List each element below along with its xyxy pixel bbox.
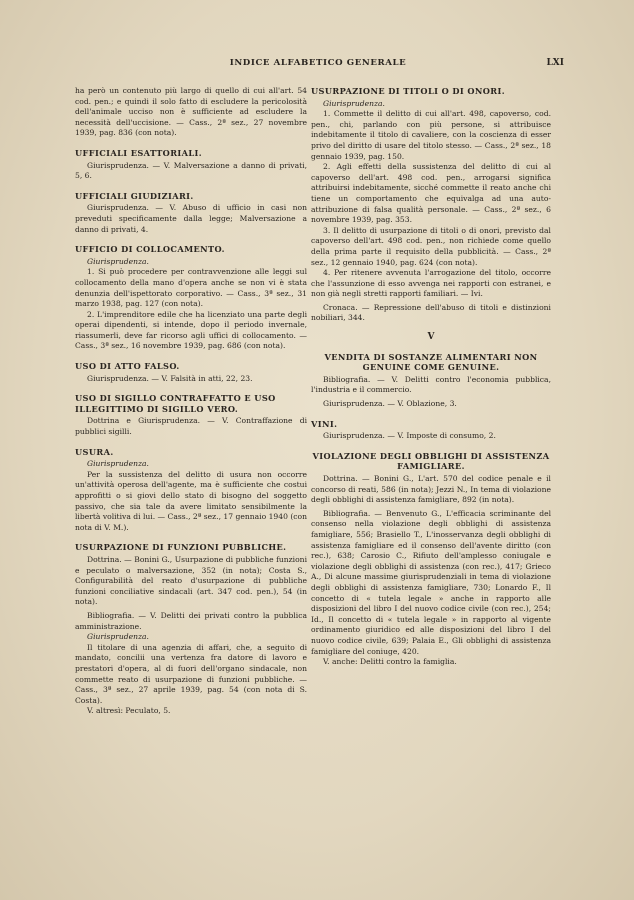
entry-heading: USURPAZIONE DI FUNZIONI PUBBLICHE. <box>75 542 287 553</box>
paragraph: 3. Il delitto di usurpazione di titoli o di onori, previsto dal capoverso dell'art. 498 cod. pen., non richiede come quello della prima parte il requisito della pubblicità. — Cass., 2ª sez., 12 gennaio 1940, pag. 624 (con nota). <box>311 225 551 267</box>
paragraph: 4. Per ritenere avvenuta l'arrogazione del titolo, occorre che l'assunzione di esso avvenga nei rapporti con estranei, e non già negli stretti rapporti familiari. — Ivi. <box>311 268 551 299</box>
header-title: INDICE ALFABETICO GENERALE <box>229 58 407 68</box>
paragraph: 2. L'imprenditore edile che ha licenziato una parte degli operai dipendenti, si intende, dopo il periodo invernale, riassumerli, deve far ricorso agli uffici di collocamento. — Cass., 3ª sez., 16 novembre 1939, pag. 686 (con nota). <box>75 309 307 351</box>
cross-reference: Dottrina e Giurisprudenza. — V. Contraffazione di pubblici sigilli. <box>75 416 307 437</box>
paragraph: Bibliografia. — V. Delitti dei privati contro la pubblica amministrazione. <box>75 610 307 631</box>
cross-reference: Giurisprudenza. — V. Oblazione, 3. <box>323 399 457 409</box>
paragraph: Dottrina. — Bonini G., L'art. 570 del codice penale e il concorso di reati, 586 (in nota); Jezzi N., In tema di violazione degli obblighi di assistenza famigliare, 892 (in nota). <box>311 474 551 505</box>
paragraph: ha però un contenuto più largo di quello di cui all'art. 54 cod. pen.; e quindi il solo fatto di escludere la pericolosità dell'animale ucciso non è sufficiente ad escludere la necessità dell'uccisione. — Cass., 2ª sez., 27 novembre 1939, pag. 836 (con nota). <box>75 86 307 138</box>
entry-heading: UFFICIALI ESATTORIALI. <box>75 147 203 158</box>
entry-heading: UFFICIALI GIUDIZIARI. <box>75 190 194 201</box>
paragraph: 1. Commette il delitto di cui all'art. 498, capoverso, cod. pen., chi, parlando con più persone, si attribuisce indebitamente il titolo di cavaliere, con la coscienza di esser privo del diritto di usare del titolo stesso. — Cass., 2ª sez., 18 gennaio 1939, pag. 150. <box>311 109 551 161</box>
page-number: LXI <box>546 58 564 68</box>
cross-reference: V. anche: Delitti contro la famiglia. <box>323 657 457 667</box>
entry-heading: USURPAZIONE DI TITOLI O DI ONORI. <box>311 86 505 96</box>
running-header <box>72 58 564 72</box>
entry-heading: USURA. <box>75 446 114 457</box>
left-column <box>75 86 307 717</box>
cross-reference: Bibliografia. — V. Delitti contro l'economia pubblica, l'industria e il commercio. <box>311 374 551 395</box>
cross-reference: Giurisprudenza. — V. Malversazione a danno di privati, 5, 6. <box>75 160 307 181</box>
entry-heading: USO DI ATTO FALSO. <box>75 361 180 372</box>
entry-heading: USO DI SIGILLO CONTRAFFATTO E USO ILLEGITTIMO DI SIGILLO VERO. <box>75 393 276 414</box>
entry-heading: VINI. <box>311 418 338 429</box>
right-column <box>311 86 551 668</box>
paragraph: Bibliografia. — Benvenuto G., L'efficacia scriminante del consenso nella violazione degli obblighi di assistenza famigliare, 556; Brasiello T., L'inosservanza degli obblighi di assistenza famigliare ed il consenso dell'avente diritto (con rec.), 638; Carosio C., Rifiuto dell'amplesso coniugale e violazione degli obblighi di assistenza (con rec.), 417; Grieco A., Di alcune massime giurisprudenziali in tema di violazione degli obblighi di assistenza famigliare, 730; Lonardo F., Il concetto di « tutela legale » anche in rapporto alle disposizioni del libro I del nuovo codice civile (con rec.), 254; Id., Il concetto di « tutela legale » in rapporto al vigente ordinamento giuridico ed alle disposizioni del libro I del nuovo codice civile, 639; Palaia E., Gli obblighi di assistenza famigliare del coniuge, 420. <box>311 508 551 656</box>
subheading: Giurisprudenza. <box>87 459 149 469</box>
paragraph: Il titolare di una agenzia di affari, che, a seguito di mandato, concilii una vertenza fra datore di lavoro e prestatori d'opera, al di fuori dell'organo sindacale, non commette reato di usurpazione di funzioni pubbliche. — Cass., 3ª sez., 27 aprile 1939, pag. 54 (con nota di S. Costa). <box>75 642 307 705</box>
subheading: Giurisprudenza. <box>87 256 149 266</box>
entry-heading: VENDITA DI SOSTANZE ALIMENTARI NON GENUINE COME GENUINE. <box>324 351 538 373</box>
entry-heading: UFFICIO DI COLLOCAMENTO. <box>75 244 225 255</box>
entry-heading: VIOLAZIONE DEGLI OBBLIGHI DI ASSISTENZA FAMIGLIARE. <box>312 450 550 472</box>
cross-reference: Giurisprudenza. — V. Imposte di consumo, 2. <box>323 431 496 441</box>
subheading: Giurisprudenza. <box>87 632 149 642</box>
section-letter: V <box>427 332 435 343</box>
cross-reference: Giurisprudenza. — V. Abuso di ufficio in casi non preveduti specificamente dalla legge; Malversazione a danno di privati, 4. <box>75 203 307 234</box>
paragraph: 2. Agli effetti della sussistenza del delitto di cui al capoverso dell'art. 498 cod. pen., arrogarsi significa attribuirsi indebitamente, sicché commette il reato anche chi tiene un comportamento che equivalga ad una auto-attribuzione di falsa qualità personale. — Cass., 2ª sez., 6 novembre 1939, pag. 353. <box>311 162 551 225</box>
cross-reference: Giurisprudenza. — V. Falsità in atti, 22, 23. <box>87 373 253 383</box>
paragraph: 1. Si può procedere per contravvenzione alle leggi sul collocamento della mano d'opera anche se non vi è stata denunzia dell'ispettorato corporativo. — Cass., 3ª sez., 31 marzo 1938, pag. 127 (con nota). <box>75 267 307 309</box>
subheading: Giurisprudenza. <box>323 98 385 108</box>
cross-reference: V. altresì: Peculato, 5. <box>87 706 171 716</box>
paragraph: Dottrina. — Bonini G., Usurpazione di pubbliche funzioni e peculato o malversazione, 352 (in nota); Costa S., Configurabilità del reato d'usurpazione di pubbliche funzioni conciliative sindacali (art. 347 cod. pen.), 54 (in nota). <box>75 554 307 607</box>
paragraph: Cronaca. — Repressione dell'abuso di titoli e distinzioni nobiliari, 344. <box>311 302 551 323</box>
paragraph: Per la sussistenza del delitto di usura non occorre un'attività operosa dell'agente, ma è sufficiente che costui approfitti o si giovi dello stato di bisogno del soggetto passivo, che sia tale da avere limitato sensibilmente la libertà volitiva di lui. — Cass., 2ª sez., 17 gennaio 1940 (con nota di V. M.). <box>75 469 307 532</box>
